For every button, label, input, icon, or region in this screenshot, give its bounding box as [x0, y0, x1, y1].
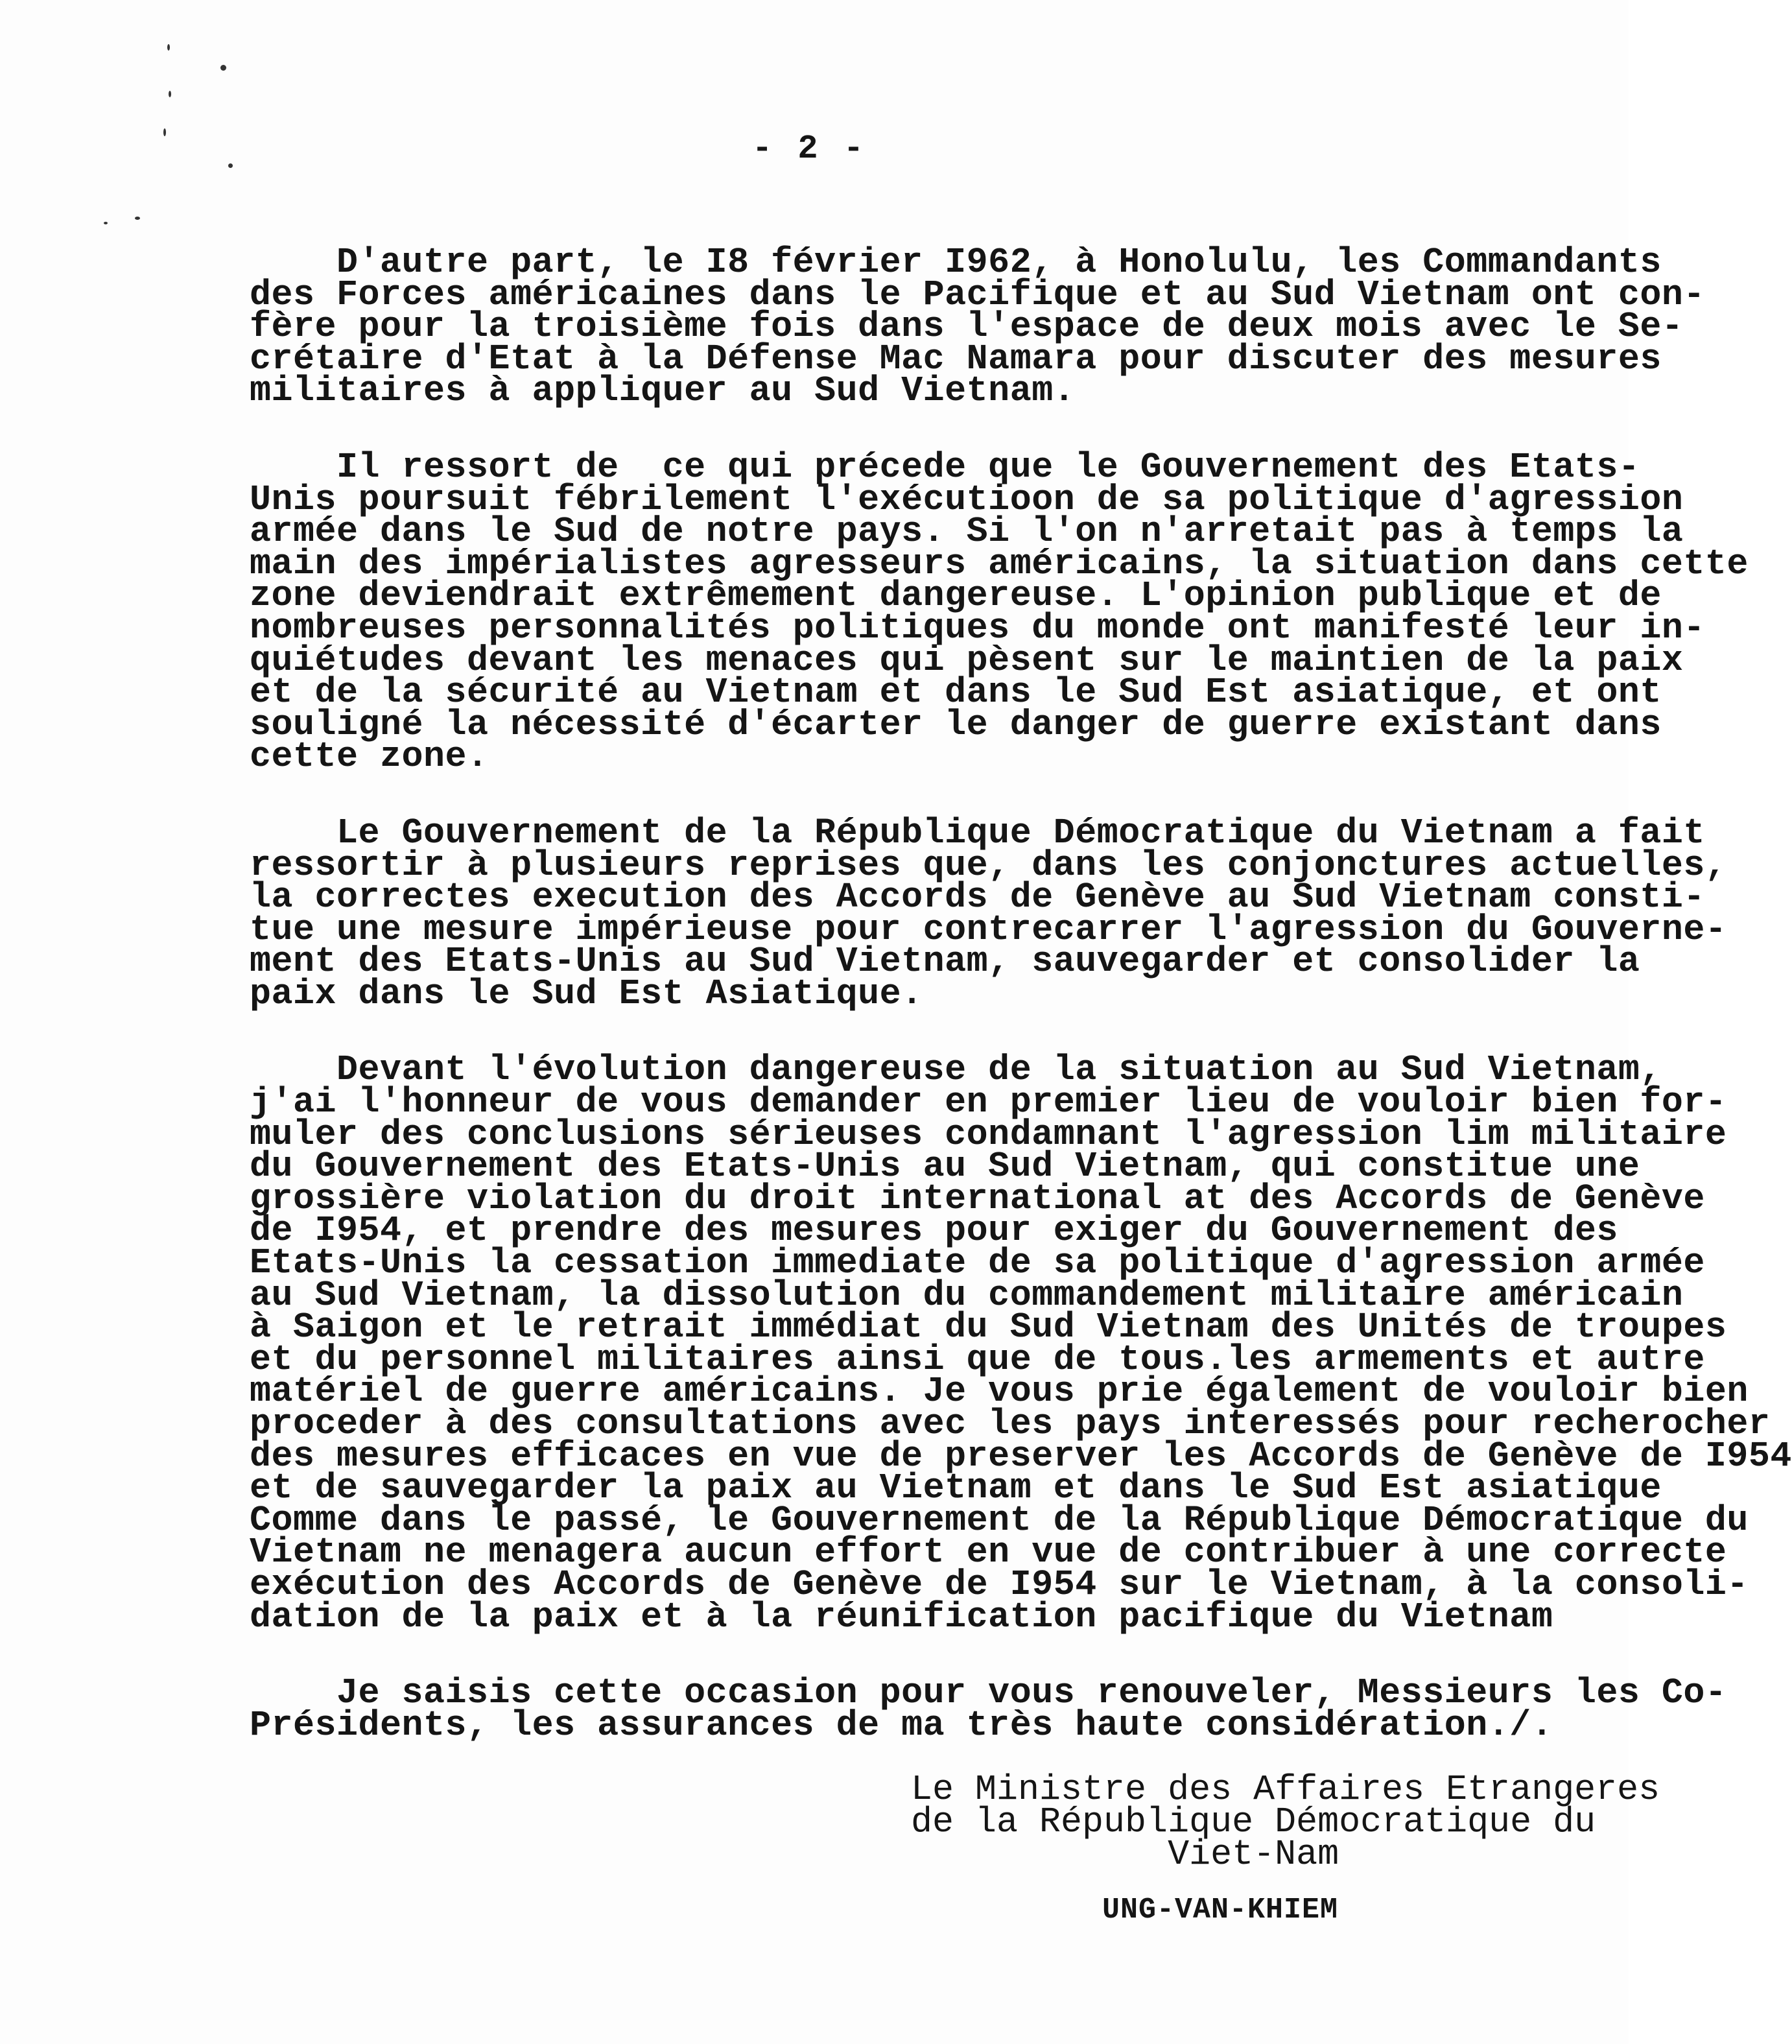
text-line: du Gouvernement des Etats-Unis au Sud Vietnam, qui constitue une — [250, 1146, 1640, 1187]
page-number: - 2 - — [752, 130, 867, 168]
scan-speck — [163, 128, 166, 136]
text-line: Comme dans le passé, le Gouvernement de la République Démocratique du — [250, 1499, 1749, 1541]
text-line: Présidents, les assurances de ma très haute considération./. — [250, 1704, 1553, 1746]
text-line: matériel de guerre américains. Je vous prie également de vouloir bien — [250, 1371, 1749, 1412]
text-line: D'autre part, le I8 février I962, à Honolulu, les Commandants — [250, 242, 1662, 283]
text-line: souligné la nécessité d'écarter le danger de guerre existant dans — [250, 704, 1662, 745]
text-line: Unis poursuit fébrilement l'exécutioon de sa politique d'agression — [250, 479, 1684, 520]
text-line: Etats-Unis la cessation immediate de sa politique d'agression armée — [250, 1242, 1705, 1284]
paragraph-request — [250, 1049, 1792, 1637]
text-line: et du personnel militaires ainsi que de tous.les armements et autre — [250, 1338, 1705, 1380]
text-line: et de sauvegarder la paix au Vietnam et dans le Sud Est asiatique — [250, 1468, 1662, 1509]
text-line: nombreuses personnalités politiques du monde ont manifesté leur in- — [250, 607, 1705, 648]
text-line: des mesures efficaces en vue de preserver les Accords de Genève de I954 — [250, 1435, 1792, 1477]
signatory-title — [911, 1769, 1660, 1875]
text-line: militaires à appliquer au Sud Vietnam. — [250, 370, 1076, 412]
paragraph-closing — [250, 1672, 1727, 1746]
text-line: Il ressort de ce qui précede que le Gouvernement des Etats- — [250, 446, 1640, 488]
text-line: tue une mesure impérieuse pour contrecarrer l'agression du Gouverne- — [250, 909, 1727, 950]
text-line: armée dans le Sud de notre pays. Si l'on n'arretait pas à temps la — [250, 511, 1684, 553]
scan-speck — [169, 91, 171, 97]
text-line: Je saisis cette occasion pour vous renouveler, Messieurs les Co- — [250, 1672, 1727, 1714]
text-line: j'ai l'honneur de vous demander en premier lieu de vouloir bien for- — [250, 1082, 1727, 1123]
text-line: des Forces américaines dans le Pacifique et au Sud Vietnam ont con- — [250, 274, 1705, 315]
text-line: au Sud Vietnam, la dissolution du commandement militaire américain — [250, 1274, 1684, 1316]
text-line: ment des Etats-Unis au Sud Vietnam, sauvegarder et consolider la — [250, 941, 1640, 982]
paragraph-honolulu — [250, 242, 1705, 412]
text-line: à Saigon et le retrait immédiat du Sud Vietnam des Unités de troupes — [250, 1307, 1727, 1348]
text-line: Devant l'évolution dangereuse de la situation au Sud Vietnam, — [250, 1049, 1662, 1091]
scan-speck — [167, 44, 170, 51]
text-line: main des impérialistes agresseurs américains, la situation dans cette — [250, 543, 1749, 584]
letter-body — [250, 242, 1792, 1785]
text-line: muler des conclusions sérieuses condamnant l'agression lim militaire — [250, 1113, 1727, 1155]
text-line: Vietnam ne menagera aucun effort en vue de contribuer à une correcte — [250, 1532, 1727, 1573]
signatory-title-line: Viet-Nam — [911, 1834, 1339, 1875]
signatory-title-line: Le Ministre des Affaires Etrangeres — [911, 1769, 1660, 1810]
text-line: fère pour la troisième fois dans l'espace de deux mois avec le Se- — [250, 306, 1684, 348]
text-line: crétaire d'Etat à la Défense Mac Namara pour discuter des mesures — [250, 338, 1662, 379]
scan-speck — [104, 222, 108, 224]
scan-speck — [135, 217, 140, 220]
text-line: Le Gouvernement de la République Démocratique du Vietnam a fait — [250, 812, 1705, 853]
signatory-title-line: de la République Démocratique du — [911, 1801, 1596, 1842]
text-line: exécution des Accords de Genève de I954 sur le Vietnam, à la consoli- — [250, 1563, 1749, 1605]
paragraph-aggression — [250, 446, 1749, 778]
text-line: paix dans le Sud Est Asiatique. — [250, 973, 923, 1014]
scan-speck — [228, 163, 233, 168]
text-line: et de la sécurité au Vietnam et dans le Sud Est asiatique, et ont — [250, 672, 1662, 713]
text-line: zone deviendrait extrêmement dangereuse. L'opinion publique et de — [250, 575, 1662, 617]
text-line: quiétudes devant les menaces qui pèsent sur le maintien de la paix — [250, 639, 1684, 681]
text-line: la correctes execution des Accords de Genève au Sud Vietnam consti- — [250, 877, 1705, 918]
text-line: cette zone. — [250, 736, 489, 778]
text-line: de I954, et prendre des mesures pour exiger du Gouvernement des — [250, 1210, 1618, 1252]
text-line: proceder à des consultations avec les pays interessés pour recherocher — [250, 1403, 1771, 1444]
scan-speck — [220, 65, 226, 71]
text-line: dation de la paix et à la réunification pacifique du Vietnam — [250, 1596, 1553, 1637]
text-line: grossière violation du droit international at des Accords de Genève — [250, 1178, 1705, 1219]
signatory-name: UNG-VAN-KHIEM — [1102, 1894, 1339, 1927]
paragraph-geneva-accords — [250, 812, 1727, 1014]
text-line: ressortir à plusieurs reprises que, dans les conjonctures actuelles, — [250, 844, 1727, 886]
